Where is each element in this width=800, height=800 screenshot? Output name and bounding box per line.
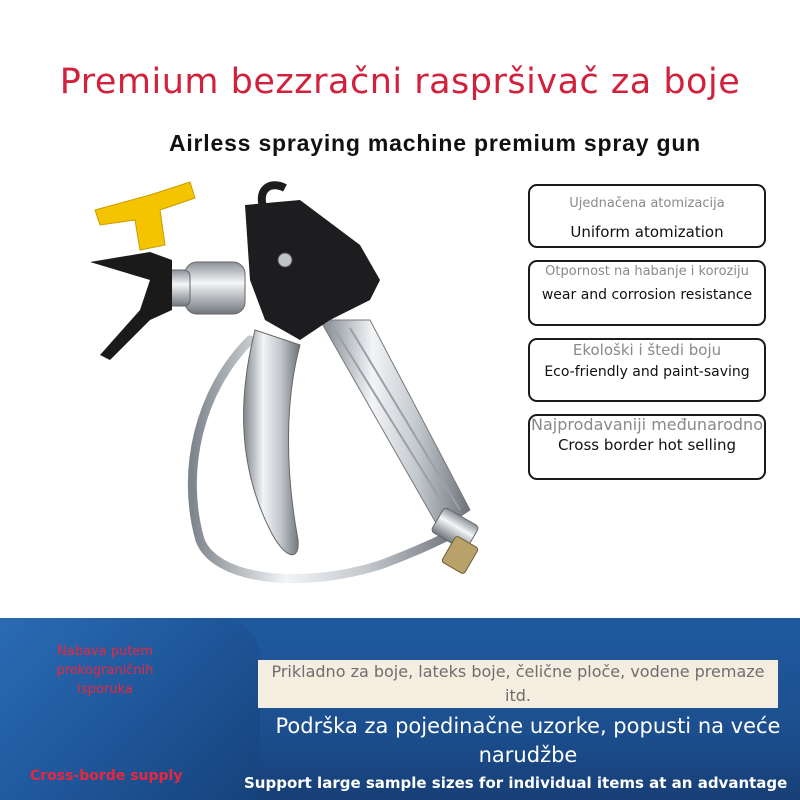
spray-gun-image	[0, 170, 520, 610]
applications-text: Prikladno za boje, lateks boje, čelične ploče, vodene premaze itd.	[271, 662, 765, 705]
feature-native-text: Ujednačena atomizacija	[569, 196, 725, 211]
feature-english-text: Cross border hot selling	[557, 436, 737, 454]
feature-native-text: Najprodavaniji međunarodno	[531, 415, 763, 434]
support-native-text: Podrška za pojedinačne uzorke, popusti na veće narudžbe	[275, 714, 781, 767]
feature-english-text: Uniform atomization	[570, 223, 724, 241]
support-english-text: Support large sample sizes for individual items at an advantage	[244, 774, 788, 792]
page-subtitle: Airless spraying machine premium spray gun	[168, 130, 702, 156]
feature-english-text: Eco-friendly and paint-saving	[544, 364, 750, 380]
page-title: Premium bezzračni raspršivač za boje	[59, 62, 741, 102]
supply-native-text: Nabava putem prekograničnih isporuka	[56, 644, 154, 697]
feature-box-eco	[528, 338, 766, 402]
feature-english-text: wear and corrosion resistance	[541, 287, 753, 303]
supply-english-text: Cross-borde supply	[30, 768, 183, 784]
feature-box-hot-selling	[528, 414, 766, 480]
feature-native-text: Ekološki i štedi boju	[572, 341, 722, 359]
feature-box-resistance	[528, 260, 766, 326]
feature-native-text: Otpornost na habanje i koroziju	[545, 264, 749, 279]
feature-box-atomization	[528, 184, 766, 248]
